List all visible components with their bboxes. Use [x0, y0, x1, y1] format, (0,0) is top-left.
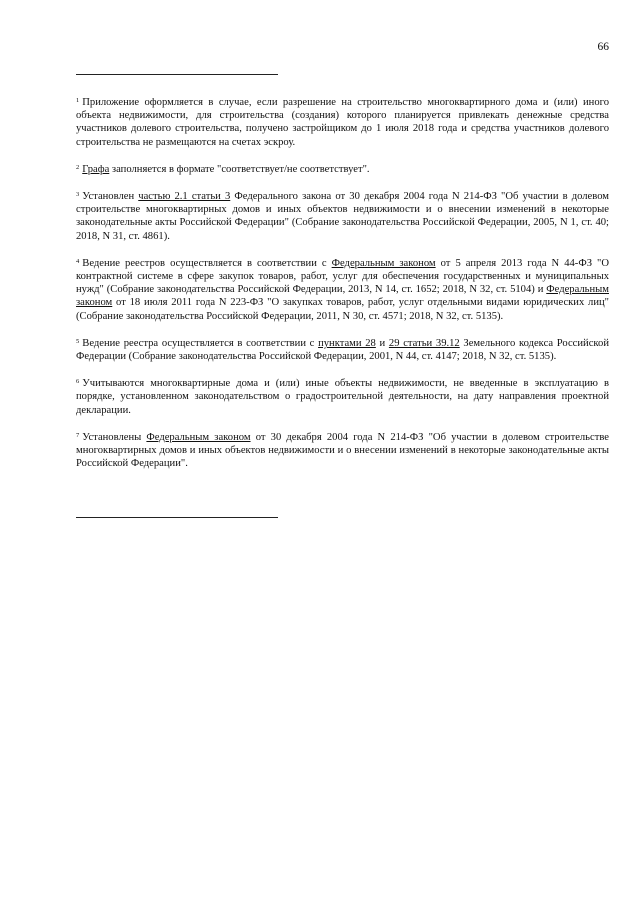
page-number: 66	[597, 41, 609, 53]
footnote-text: от 18 июля 2011 года N 223-ФЗ "О закупках товаров, работ, услуг отдельными видами юридических лиц" (Собрание законодательства Российской Федерации, 2011, N 30, ст. 4571; 2018, N 32, ст. 5135).	[76, 297, 609, 322]
footnote-text: и	[375, 337, 389, 349]
footnote-marker: 3	[76, 191, 80, 199]
footnote-6	[76, 377, 609, 417]
footnote-text: Федерального закона от 30 декабря 2004 года N 214-ФЗ "Об участии в долевом строительстве многоквартирных домов и иных объектов недвижимости и о внесении изменений в некоторые законодательные акты Российской Федерации" (Собрание законодательства Российской Федерации, 2005, N 1, ст. 40; 2018, N 31, ст. 4861).	[76, 191, 609, 242]
legal-reference-link[interactable]: Федеральным законом	[76, 284, 609, 309]
footnote-text: Ведение реестра осуществляется в соответствии с	[82, 337, 319, 349]
legal-reference-link[interactable]: Федеральным законом	[146, 431, 251, 443]
footnote-marker: 7	[76, 431, 80, 439]
footnote-text: Ведение реестров осуществляется в соответствии с	[82, 257, 332, 269]
footnotes-list	[76, 96, 609, 484]
footnote-separator-bottom	[76, 517, 278, 518]
footnote-5	[76, 337, 609, 363]
footnote-4	[76, 257, 609, 323]
footnote-text: заполняется в формате "соответствует/не соответствует".	[109, 163, 370, 175]
footnote-marker: 1	[76, 97, 80, 104]
legal-reference-link[interactable]: частью 2.1 статьи 3	[138, 191, 231, 203]
footnote-2	[76, 163, 609, 176]
footnote-3	[76, 190, 609, 243]
footnote-text: от 5 апреля 2013 года N 44-ФЗ "О контрактной системе в сфере закупок товаров, работ, услуг для обеспечения государственных и муниципальных нужд" (Собрание законодательства Российской Федерации, 2013, N 14, ст. 1652; 2018, N 32, ст. 5104) и	[76, 257, 609, 296]
footnote-separator-top	[76, 74, 278, 75]
footnote-text: Земельного кодекса Российской Федерации (Собрание законодательства Российской Федерации, 2001, N 44, ст. 4147; 2018, N 32, ст. 5135).	[76, 337, 609, 363]
legal-reference-link[interactable]: Графа	[82, 163, 110, 175]
footnote-text: Учитываются многоквартирные дома и (или) иные объекты недвижимости, не введенные в эксплуатацию в порядке, установленном законодательством о градостроительной деятельности, на дату направления проектной декларации.	[76, 378, 609, 416]
footnote-marker: 5	[76, 337, 80, 345]
footnote-marker: 4	[76, 257, 80, 265]
footnote-text: Установлен	[82, 191, 139, 203]
footnote-marker: 6	[76, 378, 80, 386]
footnote-marker: 2	[76, 163, 80, 171]
footnote-1	[76, 96, 609, 149]
footnote-text: Установлены	[82, 431, 147, 443]
legal-reference-link[interactable]: 29 статьи 39.12	[388, 337, 460, 349]
legal-reference-link[interactable]: пунктами 28	[318, 337, 376, 349]
footnote-7	[76, 431, 609, 471]
legal-reference-link[interactable]: Федеральным законом	[331, 257, 436, 269]
footnote-text: Приложение оформляется в случае, если разрешение на строительство многоквартирного дома и (или) иного объекта недвижимости, для строительства (создания) которого планируется привлекать денежные средства участников долевого строительства, получено застройщиком до 1 июля 2018 года и средства участников долевого строительства не размещаются на счетах эскроу.	[76, 97, 609, 148]
footnote-text: от 30 декабря 2004 года N 214-ФЗ "Об участии в долевом строительстве многоквартирных домов и иных объектов недвижимости и о внесении изменений в некоторые законодательные акты Российской Федерации".	[76, 431, 609, 470]
